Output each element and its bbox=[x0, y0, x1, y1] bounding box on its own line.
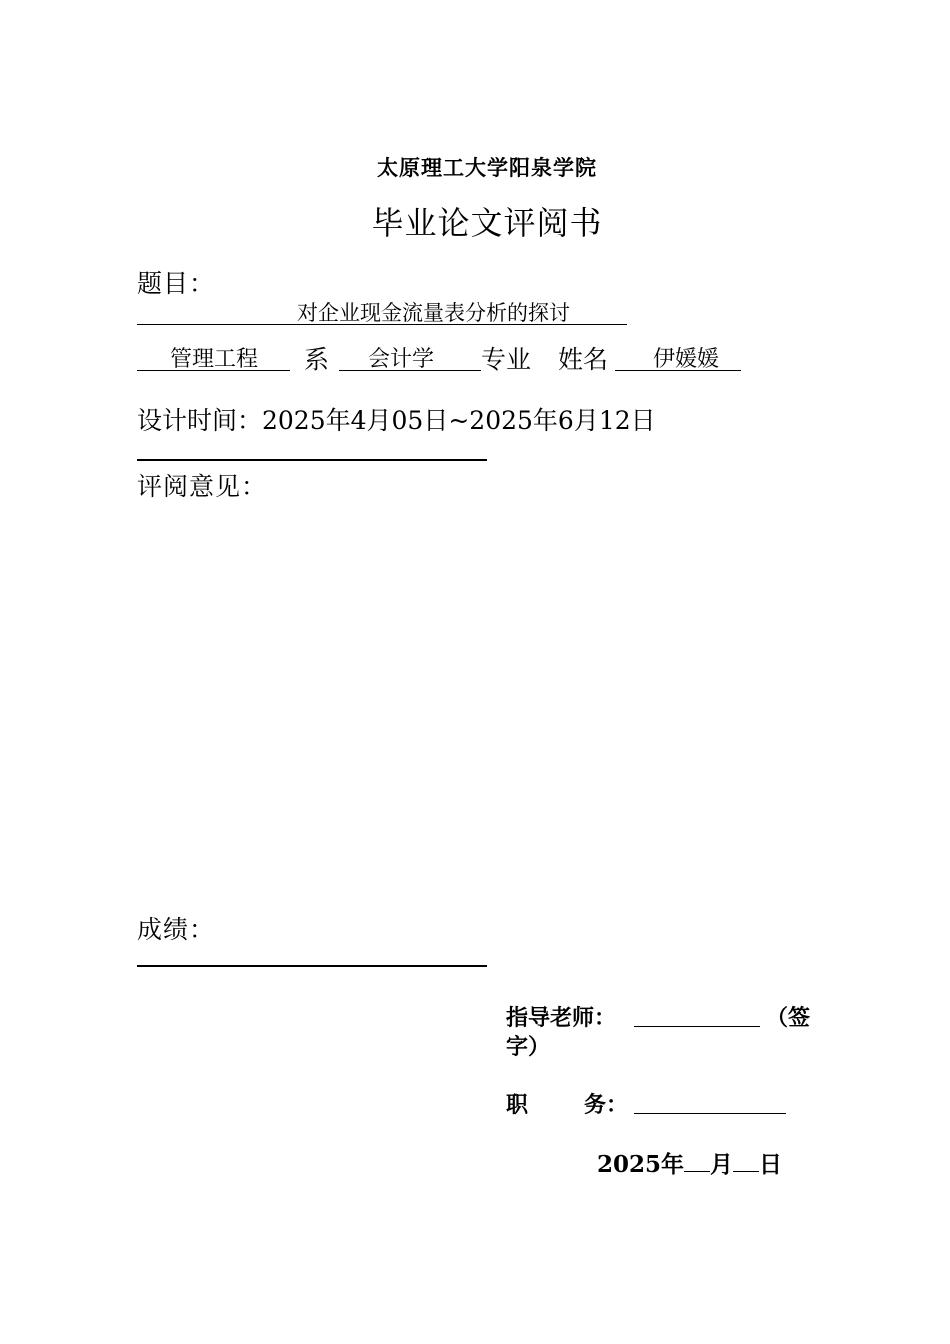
sign-note-cont: 字） bbox=[506, 1034, 551, 1060]
date-day: 日 bbox=[759, 1151, 783, 1178]
grade-label: 成绩： bbox=[137, 915, 216, 944]
major-value: 会计学 bbox=[368, 347, 435, 372]
topic-label: 题目： bbox=[137, 269, 216, 298]
divider-line bbox=[137, 459, 487, 461]
position-label-2: 务： bbox=[584, 1092, 629, 1118]
opinion-label: 评阅意见： bbox=[137, 472, 268, 501]
department-label: 系 bbox=[304, 345, 330, 374]
major-label: 专业 bbox=[481, 345, 532, 374]
position-line bbox=[634, 1113, 786, 1114]
design-time: 设计时间：2025年4月05日~2025年6月12日 bbox=[137, 406, 656, 435]
position-label: 职 bbox=[506, 1092, 529, 1118]
document-title: 毕业论文评阅书 bbox=[371, 204, 603, 242]
month-blank bbox=[684, 1151, 710, 1172]
topic-value: 对企业现金流量表分析的探讨 bbox=[297, 301, 570, 325]
date-line bbox=[597, 1146, 782, 1179]
sign-note: （签 bbox=[766, 1005, 811, 1031]
advisor-signature-line bbox=[634, 1026, 760, 1027]
school-name: 太原理工大学阳泉学院 bbox=[377, 156, 597, 180]
advisor-label: 指导老师： bbox=[506, 1005, 617, 1031]
grade-line bbox=[137, 965, 487, 967]
department-value: 管理工程 bbox=[170, 347, 259, 372]
name-value: 伊媛媛 bbox=[653, 347, 720, 372]
day-blank bbox=[733, 1151, 759, 1172]
date-month: 月 bbox=[710, 1151, 734, 1178]
name-label: 姓名 bbox=[558, 345, 609, 374]
date-year: 2025年 bbox=[597, 1151, 685, 1178]
